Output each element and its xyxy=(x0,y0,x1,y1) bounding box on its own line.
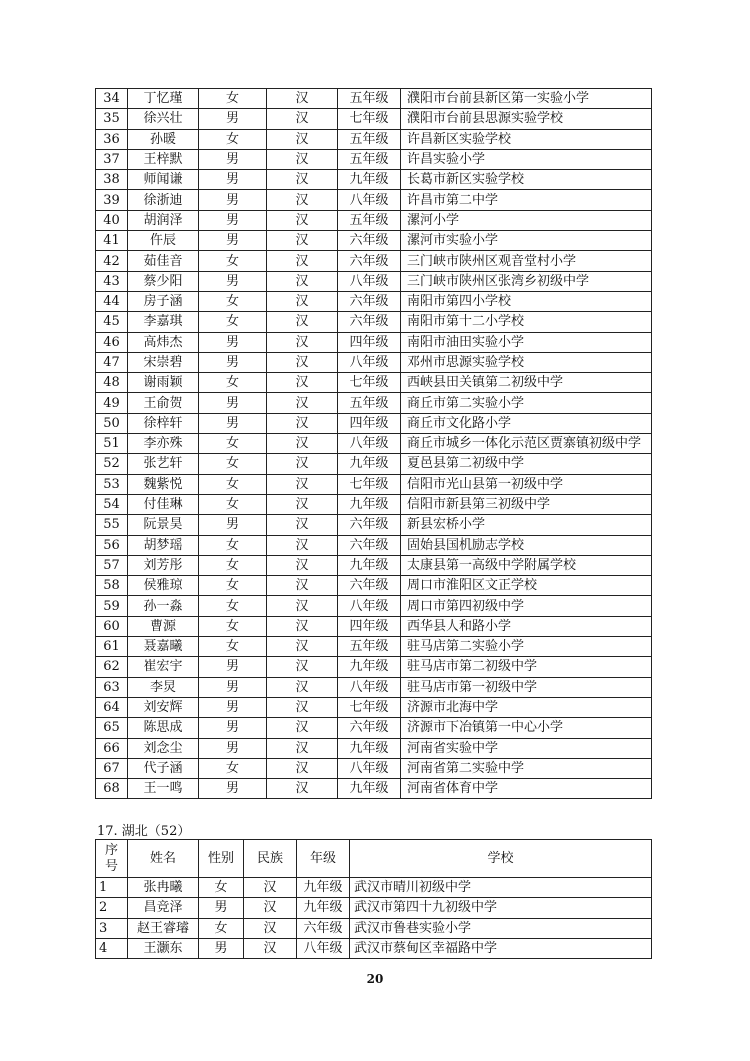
table-row xyxy=(96,576,652,596)
student-name: 侯雅琼 xyxy=(128,576,199,596)
table-row xyxy=(96,291,652,311)
student-grade: 九年级 xyxy=(297,878,350,898)
student-name: 张冉曦 xyxy=(128,878,199,898)
table-row xyxy=(96,129,652,149)
student-ethnicity: 汉 xyxy=(267,251,338,271)
student-school: 河南省实验中学 xyxy=(401,738,652,758)
student-name: 胡润泽 xyxy=(128,210,199,230)
student-grade: 六年级 xyxy=(338,251,401,271)
student-school: 驻马店市第一初级中学 xyxy=(401,677,652,697)
student-ethnicity: 汉 xyxy=(267,413,338,433)
student-ethnicity: 汉 xyxy=(267,576,338,596)
student-grade: 六年级 xyxy=(338,515,401,535)
student-name: 刘安辉 xyxy=(128,697,199,717)
student-grade: 五年级 xyxy=(338,393,401,413)
student-grade: 五年级 xyxy=(338,637,401,657)
student-school: 武汉市蔡甸区幸福路中学 xyxy=(350,938,652,958)
table-row xyxy=(96,251,652,271)
student-list-table-henan xyxy=(95,88,652,799)
student-gender: 男 xyxy=(199,515,267,535)
student-grade: 六年级 xyxy=(338,535,401,555)
row-number: 56 xyxy=(96,535,128,555)
student-name: 蔡少阳 xyxy=(128,271,199,291)
student-grade: 五年级 xyxy=(338,149,401,169)
student-ethnicity: 汉 xyxy=(267,109,338,129)
student-grade: 九年级 xyxy=(338,454,401,474)
student-ethnicity: 汉 xyxy=(267,677,338,697)
table-row xyxy=(96,332,652,352)
student-gender: 女 xyxy=(199,89,267,109)
row-number: 57 xyxy=(96,555,128,575)
row-number: 4 xyxy=(96,938,128,958)
table-header-row xyxy=(96,840,652,878)
student-gender: 女 xyxy=(199,616,267,636)
student-grade: 八年级 xyxy=(338,758,401,778)
student-name: 昌竞泽 xyxy=(128,898,199,918)
student-gender: 女 xyxy=(199,434,267,454)
student-name: 宋崇碧 xyxy=(128,352,199,372)
column-header-school: 学校 xyxy=(350,840,652,878)
student-grade: 七年级 xyxy=(338,373,401,393)
student-name: 房子涵 xyxy=(128,291,199,311)
table-row xyxy=(96,738,652,758)
student-gender: 男 xyxy=(199,190,267,210)
student-name: 茹佳音 xyxy=(128,251,199,271)
student-ethnicity: 汉 xyxy=(267,718,338,738)
student-gender: 女 xyxy=(199,474,267,494)
student-gender: 男 xyxy=(199,738,267,758)
student-name: 刘芳彤 xyxy=(128,555,199,575)
student-gender: 女 xyxy=(199,454,267,474)
table-row xyxy=(96,779,652,799)
student-gender: 男 xyxy=(199,271,267,291)
student-school: 信阳市新县第三初级中学 xyxy=(401,494,652,514)
table-row xyxy=(96,637,652,657)
student-grade: 七年级 xyxy=(338,109,401,129)
table-row xyxy=(96,474,652,494)
row-number: 44 xyxy=(96,291,128,311)
student-school: 济源市下冶镇第一中心小学 xyxy=(401,718,652,738)
student-grade: 八年级 xyxy=(338,677,401,697)
table-row xyxy=(96,231,652,251)
student-gender: 女 xyxy=(199,291,267,311)
student-name: 徐梓轩 xyxy=(128,413,199,433)
student-name: 孙暖 xyxy=(128,129,199,149)
table-row xyxy=(96,170,652,190)
student-school: 周口市第四初级中学 xyxy=(401,596,652,616)
table-row xyxy=(96,210,652,230)
row-number: 1 xyxy=(96,878,128,898)
column-header-number xyxy=(96,840,128,878)
table-row xyxy=(96,677,652,697)
student-grade: 五年级 xyxy=(338,210,401,230)
student-gender: 男 xyxy=(199,898,244,918)
student-grade: 八年级 xyxy=(338,596,401,616)
student-name: 代子涵 xyxy=(128,758,199,778)
row-number: 34 xyxy=(96,89,128,109)
column-header-gender: 性别 xyxy=(199,840,244,878)
student-name: 李嘉琪 xyxy=(128,312,199,332)
student-name: 胡梦瑶 xyxy=(128,535,199,555)
student-name: 王一鸣 xyxy=(128,779,199,799)
student-grade: 八年级 xyxy=(338,434,401,454)
row-number: 41 xyxy=(96,231,128,251)
table-row xyxy=(96,434,652,454)
table-row xyxy=(96,271,652,291)
student-ethnicity: 汉 xyxy=(267,332,338,352)
student-grade: 七年级 xyxy=(338,697,401,717)
student-list-body xyxy=(96,89,652,799)
student-gender: 女 xyxy=(199,878,244,898)
student-grade: 六年级 xyxy=(338,312,401,332)
table-row xyxy=(96,878,652,898)
student-ethnicity: 汉 xyxy=(244,898,297,918)
student-school: 长葛市新区实验学校 xyxy=(401,170,652,190)
student-grade: 八年级 xyxy=(297,938,350,958)
table-row xyxy=(96,373,652,393)
student-gender: 男 xyxy=(199,393,267,413)
column-header-grade: 年级 xyxy=(297,840,350,878)
student-gender: 女 xyxy=(199,535,267,555)
student-gender: 男 xyxy=(199,697,267,717)
row-number: 59 xyxy=(96,596,128,616)
student-gender: 男 xyxy=(199,170,267,190)
row-number: 50 xyxy=(96,413,128,433)
row-number: 52 xyxy=(96,454,128,474)
student-ethnicity: 汉 xyxy=(267,291,338,311)
student-gender: 男 xyxy=(199,332,267,352)
student-gender: 男 xyxy=(199,938,244,958)
row-number: 43 xyxy=(96,271,128,291)
student-school: 商丘市文化路小学 xyxy=(401,413,652,433)
column-header-name: 姓名 xyxy=(128,840,199,878)
student-grade: 四年级 xyxy=(338,413,401,433)
row-number: 35 xyxy=(96,109,128,129)
table-row xyxy=(96,758,652,778)
row-number: 48 xyxy=(96,373,128,393)
student-gender: 男 xyxy=(199,413,267,433)
student-school: 太康县第一高级中学附属学校 xyxy=(401,555,652,575)
student-gender: 女 xyxy=(199,251,267,271)
student-gender: 女 xyxy=(199,758,267,778)
student-gender: 男 xyxy=(199,657,267,677)
student-school: 漯河市实验小学 xyxy=(401,231,652,251)
student-school: 濮阳市台前县新区第一实验小学 xyxy=(401,89,652,109)
student-name: 崔宏宇 xyxy=(128,657,199,677)
student-gender: 男 xyxy=(199,718,267,738)
student-school: 西华县人和路小学 xyxy=(401,616,652,636)
table-row xyxy=(96,515,652,535)
student-school: 漯河小学 xyxy=(401,210,652,230)
row-number: 61 xyxy=(96,637,128,657)
student-name: 丁忆瑾 xyxy=(128,89,199,109)
student-grade: 六年级 xyxy=(338,576,401,596)
row-number: 67 xyxy=(96,758,128,778)
student-school: 邓州市思源实验学校 xyxy=(401,352,652,372)
student-grade: 四年级 xyxy=(338,332,401,352)
student-gender: 男 xyxy=(199,677,267,697)
student-ethnicity: 汉 xyxy=(267,170,338,190)
student-school: 三门峡市陕州区张湾乡初级中学 xyxy=(401,271,652,291)
row-number: 53 xyxy=(96,474,128,494)
student-school: 济源市北海中学 xyxy=(401,697,652,717)
student-gender: 女 xyxy=(199,555,267,575)
student-name: 高炜杰 xyxy=(128,332,199,352)
student-grade: 九年级 xyxy=(338,555,401,575)
student-ethnicity: 汉 xyxy=(267,779,338,799)
table-row xyxy=(96,938,652,958)
table-row xyxy=(96,697,652,717)
student-grade: 九年级 xyxy=(338,494,401,514)
table-row xyxy=(96,190,652,210)
student-ethnicity: 汉 xyxy=(244,938,297,958)
student-ethnicity: 汉 xyxy=(267,596,338,616)
row-number: 37 xyxy=(96,149,128,169)
student-school: 南阳市油田实验小学 xyxy=(401,332,652,352)
table-row xyxy=(96,555,652,575)
student-name: 曹源 xyxy=(128,616,199,636)
row-number: 42 xyxy=(96,251,128,271)
student-grade: 八年级 xyxy=(338,352,401,372)
student-school: 武汉市鲁巷实验小学 xyxy=(350,918,652,938)
student-ethnicity: 汉 xyxy=(267,474,338,494)
page-number: 20 xyxy=(366,972,384,986)
student-grade: 八年级 xyxy=(338,271,401,291)
row-number: 45 xyxy=(96,312,128,332)
student-grade: 四年级 xyxy=(338,616,401,636)
student-school: 许昌市第二中学 xyxy=(401,190,652,210)
table-row xyxy=(96,109,652,129)
student-grade: 六年级 xyxy=(338,291,401,311)
student-ethnicity: 汉 xyxy=(267,535,338,555)
student-grade: 六年级 xyxy=(338,231,401,251)
student-ethnicity: 汉 xyxy=(267,637,338,657)
student-gender: 女 xyxy=(199,576,267,596)
student-school: 固始县国机励志学校 xyxy=(401,535,652,555)
student-name: 赵王睿璿 xyxy=(128,918,199,938)
row-number: 47 xyxy=(96,352,128,372)
row-number: 3 xyxy=(96,918,128,938)
student-ethnicity: 汉 xyxy=(267,758,338,778)
student-school: 武汉市第四十九初级中学 xyxy=(350,898,652,918)
student-grade: 七年级 xyxy=(338,474,401,494)
student-school: 河南省体育中学 xyxy=(401,779,652,799)
student-ethnicity: 汉 xyxy=(267,89,338,109)
table-row xyxy=(96,413,652,433)
student-name: 徐兴壮 xyxy=(128,109,199,129)
student-grade: 九年级 xyxy=(338,738,401,758)
student-ethnicity: 汉 xyxy=(267,210,338,230)
table-row xyxy=(96,494,652,514)
student-school: 西峡县田关镇第二初级中学 xyxy=(401,373,652,393)
table-row xyxy=(96,149,652,169)
student-name: 陈思成 xyxy=(128,718,199,738)
row-number: 66 xyxy=(96,738,128,758)
table-row xyxy=(96,616,652,636)
student-grade: 九年级 xyxy=(338,657,401,677)
row-number: 62 xyxy=(96,657,128,677)
student-name: 仵辰 xyxy=(128,231,199,251)
table-row xyxy=(96,918,652,938)
student-gender: 男 xyxy=(199,109,267,129)
row-number: 40 xyxy=(96,210,128,230)
student-ethnicity: 汉 xyxy=(267,271,338,291)
student-school: 濮阳市台前县思源实验学校 xyxy=(401,109,652,129)
student-school: 商丘市第二实验小学 xyxy=(401,393,652,413)
student-grade: 九年级 xyxy=(338,170,401,190)
student-name: 谢雨颖 xyxy=(128,373,199,393)
student-ethnicity: 汉 xyxy=(267,393,338,413)
table-row xyxy=(96,657,652,677)
student-school: 河南省第二实验中学 xyxy=(401,758,652,778)
student-name: 王灏东 xyxy=(128,938,199,958)
student-gender: 男 xyxy=(199,231,267,251)
column-header-ethnicity: 民族 xyxy=(244,840,297,878)
column-header-number-line2: 号 xyxy=(104,858,118,874)
table-row xyxy=(96,535,652,555)
student-name: 付佳琳 xyxy=(128,494,199,514)
student-grade: 六年级 xyxy=(297,918,350,938)
student-ethnicity: 汉 xyxy=(267,190,338,210)
row-number: 60 xyxy=(96,616,128,636)
table-row xyxy=(96,596,652,616)
student-name: 刘念尘 xyxy=(128,738,199,758)
student-list-table-hubei xyxy=(95,839,652,959)
student-name: 王俞贺 xyxy=(128,393,199,413)
student-school: 信阳市光山县第一初级中学 xyxy=(401,474,652,494)
table-row xyxy=(96,393,652,413)
student-ethnicity: 汉 xyxy=(267,697,338,717)
student-gender: 女 xyxy=(199,637,267,657)
student-ethnicity: 汉 xyxy=(267,149,338,169)
student-ethnicity: 汉 xyxy=(267,738,338,758)
section-heading-hubei: 17. 湖北（52） xyxy=(97,824,191,839)
student-name: 阮景昊 xyxy=(128,515,199,535)
row-number: 51 xyxy=(96,434,128,454)
student-ethnicity: 汉 xyxy=(267,129,338,149)
student-list-body xyxy=(96,878,652,959)
row-number: 38 xyxy=(96,170,128,190)
table-row xyxy=(96,352,652,372)
row-number: 39 xyxy=(96,190,128,210)
row-number: 2 xyxy=(96,898,128,918)
row-number: 68 xyxy=(96,779,128,799)
student-grade: 五年级 xyxy=(338,89,401,109)
row-number: 58 xyxy=(96,576,128,596)
student-ethnicity: 汉 xyxy=(244,918,297,938)
student-ethnicity: 汉 xyxy=(267,657,338,677)
row-number: 55 xyxy=(96,515,128,535)
column-header-number-line1: 序 xyxy=(104,842,118,858)
student-school: 三门峡市陕州区观音堂村小学 xyxy=(401,251,652,271)
student-school: 周口市淮阳区文正学校 xyxy=(401,576,652,596)
student-grade: 五年级 xyxy=(338,129,401,149)
student-gender: 女 xyxy=(199,373,267,393)
student-ethnicity: 汉 xyxy=(267,555,338,575)
student-ethnicity: 汉 xyxy=(267,616,338,636)
table-row xyxy=(96,454,652,474)
student-name: 徐浙迪 xyxy=(128,190,199,210)
student-school: 驻马店市第二初级中学 xyxy=(401,657,652,677)
student-school: 许昌新区实验学校 xyxy=(401,129,652,149)
student-name: 聂嘉曦 xyxy=(128,637,199,657)
row-number: 36 xyxy=(96,129,128,149)
student-gender: 女 xyxy=(199,129,267,149)
table-row xyxy=(96,89,652,109)
student-grade: 八年级 xyxy=(338,190,401,210)
student-gender: 女 xyxy=(199,312,267,332)
student-grade: 九年级 xyxy=(338,779,401,799)
student-name: 师闻谦 xyxy=(128,170,199,190)
student-school: 新县宏桥小学 xyxy=(401,515,652,535)
student-ethnicity: 汉 xyxy=(267,515,338,535)
student-gender: 男 xyxy=(199,149,267,169)
student-name: 孙一淼 xyxy=(128,596,199,616)
student-ethnicity: 汉 xyxy=(267,373,338,393)
student-ethnicity: 汉 xyxy=(267,231,338,251)
student-grade: 六年级 xyxy=(338,718,401,738)
student-school: 许昌实验小学 xyxy=(401,149,652,169)
student-ethnicity: 汉 xyxy=(267,312,338,332)
row-number: 63 xyxy=(96,677,128,697)
student-gender: 女 xyxy=(199,494,267,514)
student-school: 南阳市第十二小学校 xyxy=(401,312,652,332)
student-gender: 女 xyxy=(199,596,267,616)
student-school: 武汉市晴川初级中学 xyxy=(350,878,652,898)
student-ethnicity: 汉 xyxy=(267,454,338,474)
student-ethnicity: 汉 xyxy=(267,494,338,514)
student-gender: 男 xyxy=(199,779,267,799)
row-number: 46 xyxy=(96,332,128,352)
student-gender: 女 xyxy=(199,918,244,938)
row-number: 64 xyxy=(96,697,128,717)
table-row xyxy=(96,312,652,332)
student-ethnicity: 汉 xyxy=(267,352,338,372)
student-school: 驻马店第二实验小学 xyxy=(401,637,652,657)
student-name: 张艺轩 xyxy=(128,454,199,474)
student-ethnicity: 汉 xyxy=(244,878,297,898)
student-name: 魏紫悦 xyxy=(128,474,199,494)
table-row xyxy=(96,898,652,918)
table-row xyxy=(96,718,652,738)
student-school: 夏邑县第二初级中学 xyxy=(401,454,652,474)
student-school: 南阳市第四小学校 xyxy=(401,291,652,311)
student-name: 王梓默 xyxy=(128,149,199,169)
row-number: 49 xyxy=(96,393,128,413)
student-name: 李炅 xyxy=(128,677,199,697)
student-ethnicity: 汉 xyxy=(267,434,338,454)
student-gender: 男 xyxy=(199,210,267,230)
row-number: 65 xyxy=(96,718,128,738)
student-name: 李亦殊 xyxy=(128,434,199,454)
row-number: 54 xyxy=(96,494,128,514)
student-grade: 九年级 xyxy=(297,898,350,918)
student-gender: 男 xyxy=(199,352,267,372)
student-school: 商丘市城乡一体化示范区贾寨镇初级中学 xyxy=(401,434,652,454)
